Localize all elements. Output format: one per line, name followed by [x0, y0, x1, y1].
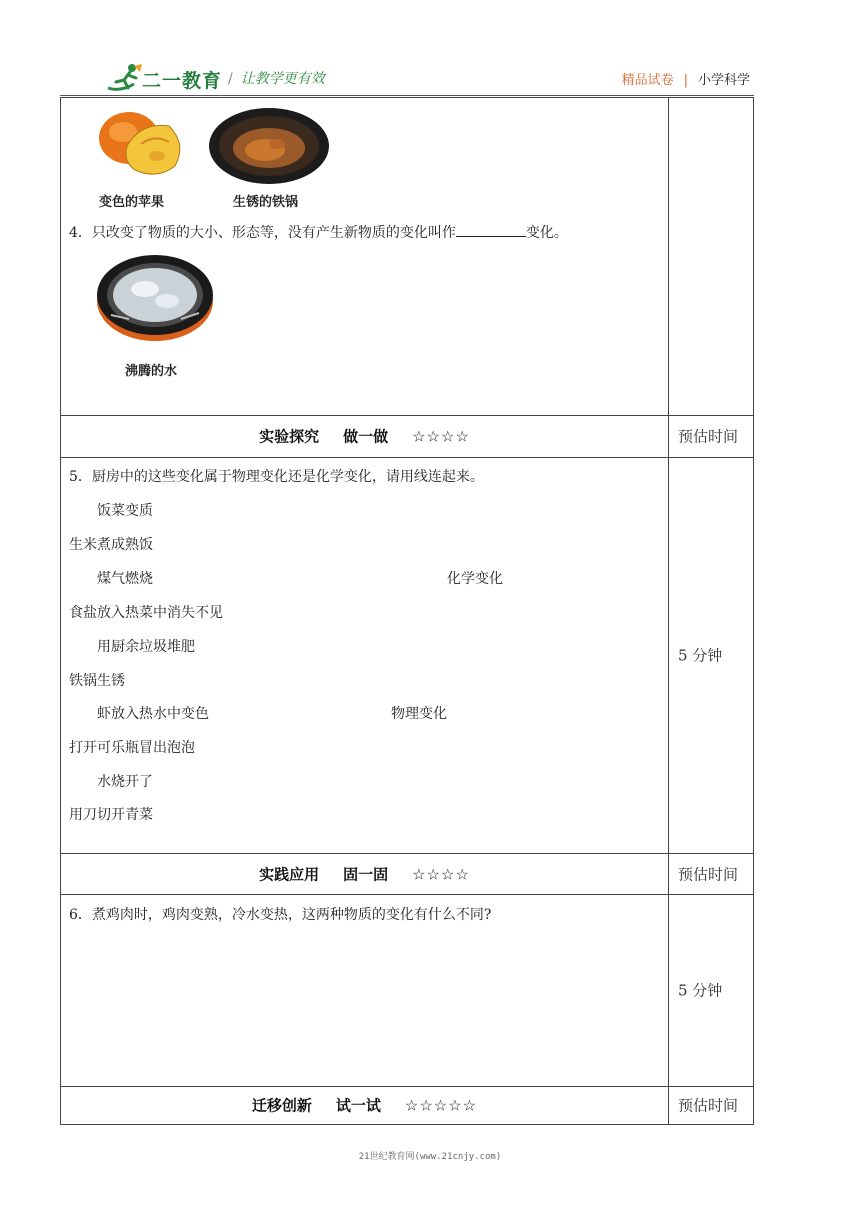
answer-blank[interactable]: [456, 222, 526, 237]
row-question-5: [61, 457, 753, 854]
worksheet-table: [60, 97, 754, 1125]
match-target-physical[interactable]: 物理变化: [391, 706, 447, 722]
estimated-time-label: 预估时间: [678, 865, 739, 883]
side-cell: [669, 894, 753, 1086]
question-5-prompt: 5．厨房中的这些变化属于物理变化还是化学变化，请用线连起来。: [69, 469, 484, 485]
side-cell: [669, 457, 753, 853]
slogan-text: 让教学更有效: [240, 71, 325, 87]
boiling-water-image: [93, 253, 217, 343]
side-cell-empty: [669, 98, 753, 415]
tag-separator: |: [683, 73, 688, 88]
browned-apple-image: [95, 104, 187, 182]
match-item[interactable]: 用刀切开青菜: [69, 807, 153, 823]
caption-browned-apple: 变色的苹果: [99, 195, 165, 210]
question-6-cell: [61, 894, 669, 1086]
section-title-cell: [61, 415, 669, 457]
match-item[interactable]: 食盐放入热菜中消失不见: [69, 605, 223, 621]
match-item[interactable]: 生米煮成熟饭: [69, 537, 153, 553]
runner-logo-icon: [106, 62, 146, 96]
section-header-practice: [61, 853, 753, 895]
slogan: [228, 68, 325, 88]
difficulty-stars: ☆☆☆☆: [412, 865, 470, 883]
side-cell: [669, 853, 753, 894]
match-item[interactable]: 虾放入热水中变色: [97, 706, 209, 722]
logo-text: 二一教育: [142, 70, 223, 92]
section-title: 实验探究: [259, 427, 320, 446]
section-title-cell: [61, 853, 669, 894]
section-title-cell: [61, 1086, 669, 1124]
match-item[interactable]: 煤气燃烧: [97, 571, 153, 587]
match-item[interactable]: 水烧开了: [97, 774, 153, 790]
brand-logo: [106, 62, 224, 96]
header-rule: [60, 95, 754, 96]
caption-boiling-water: 沸腾的水: [125, 364, 178, 379]
section-title-practice: [61, 863, 668, 884]
question-4-suffix: 变化。: [525, 225, 568, 241]
match-target-chemical[interactable]: 化学变化: [447, 571, 503, 587]
section-title-experiment: [61, 426, 668, 447]
estimated-time-label: 预估时间: [678, 427, 739, 446]
row-figures-q4: [61, 98, 753, 416]
match-item[interactable]: 铁锅生锈: [69, 673, 125, 689]
estimated-time-value: 5 分钟: [678, 646, 723, 665]
section-header-experiment: [61, 415, 753, 458]
estimated-time-value: 5 分钟: [678, 981, 723, 1000]
estimated-time-label: 预估时间: [678, 1096, 739, 1115]
caption-rusty-wok: 生锈的铁锅: [233, 195, 299, 210]
section-subtitle: 做一做: [343, 427, 389, 446]
question-4-text: 4．只改变了物质的大小、形态等，没有产生新物质的变化叫作: [69, 225, 456, 241]
side-cell: [669, 415, 753, 457]
page-footer: 21世纪教育网(www.21cnjy.com): [358, 1152, 502, 1162]
slogan-divider: /: [228, 71, 233, 87]
side-cell: [669, 1086, 753, 1124]
rusty-wok-image: [207, 106, 331, 186]
question-6-prompt: 6．煮鸡肉时，鸡肉变熟，冷水变热，这两种物质的变化有什么不同?: [69, 907, 492, 923]
section-title: 实践应用: [259, 865, 320, 883]
page-header: [60, 56, 754, 96]
section-subtitle: 试一试: [335, 1096, 381, 1115]
match-item[interactable]: 打开可乐瓶冒出泡泡: [69, 740, 195, 756]
question-5-cell: [61, 457, 669, 853]
figures-cell: [61, 98, 669, 415]
section-subtitle: 固一固: [343, 865, 389, 883]
difficulty-stars: ☆☆☆☆☆: [404, 1096, 478, 1115]
match-item[interactable]: 用厨余垃圾堆肥: [97, 639, 195, 655]
tag-premium-paper: 精品试卷: [621, 73, 674, 88]
difficulty-stars: ☆☆☆☆: [412, 427, 470, 446]
section-title: 迁移创新: [251, 1096, 312, 1115]
section-header-innovation: [61, 1086, 753, 1124]
row-question-6: [61, 894, 753, 1087]
section-title-innovation: [61, 1095, 668, 1116]
question-4: [69, 222, 568, 242]
tag-subject: 小学科学: [697, 73, 750, 88]
header-tags: [622, 69, 750, 88]
match-item[interactable]: 饭菜变质: [97, 503, 153, 519]
